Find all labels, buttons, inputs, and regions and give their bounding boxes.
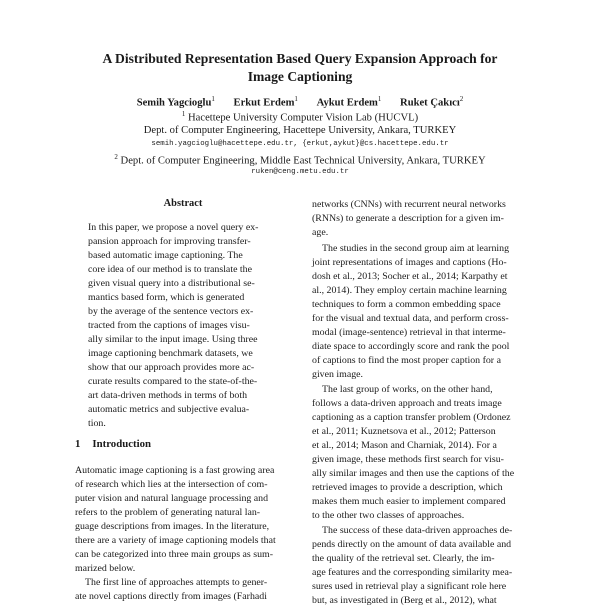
body-line: joint representations of images and captions (Ho- xyxy=(312,257,507,268)
intro-line: there are a variety of image captioning models that xyxy=(75,535,276,546)
intro-line: can be categorized into three main groups as sum- xyxy=(75,549,273,560)
abstract-line: show that our approach provides more ac- xyxy=(88,362,255,373)
body-line: age features and the corresponding similarity mea- xyxy=(312,567,513,578)
intro-line: marized below. xyxy=(75,563,136,574)
body-line: The last group of works, on the other hand, xyxy=(322,384,493,395)
email-line: semih.yagcioglu@hacettepe.edu.tr, {erkut,aykut}@cs.hacettepe.edu.tr xyxy=(151,140,449,148)
section-number: 1 xyxy=(75,438,81,450)
author: Aykut Erdem$^1$ xyxy=(316,95,382,109)
body-line: diate space to accordingly score and rank the pool xyxy=(312,341,510,352)
affiliation: $^1$ Hacettepe University Computer Vision Lab (HUCVL) xyxy=(181,110,419,124)
author: Erkut Erdem$^1$ xyxy=(233,95,298,109)
abstract-line: given visual query into a distributional se- xyxy=(88,278,255,289)
body-line: techniques to form a common embedding space xyxy=(312,299,501,310)
body-line: networks (CNNs) with recurrent neural networks xyxy=(312,199,506,210)
body-line: et al., 2011; Kuznetsova et al., 2012; Patterson xyxy=(312,426,496,437)
abstract-line: image captioning benchmark datasets, we xyxy=(88,348,253,359)
author-list xyxy=(60,95,540,109)
affiliation: Dept. of Computer Engineering, Hacettepe University, Ankara, TURKEY xyxy=(143,125,457,136)
title-line: Image Captioning xyxy=(247,69,353,84)
abstract-line: art data-driven methods in terms of both xyxy=(88,390,248,401)
body-line: al., 2014). They employ certain machine learning xyxy=(312,285,507,296)
abstract-line: by the average of the sentence vectors ex- xyxy=(88,306,254,317)
abstract-line: mantics based form, which is generated xyxy=(88,292,245,303)
intro-line: refers to the problem of generating natural lan- xyxy=(75,507,261,518)
abstract-line: tion. xyxy=(88,418,106,429)
body-line: et al., 2014; Mason and Charniak, 2014). For a xyxy=(312,440,497,451)
body-line: captioning as a caption transfer problem (Ordonez xyxy=(312,412,511,423)
intro-line: guage descriptions from images. In the literature, xyxy=(75,521,270,532)
abstract-line: ally similar to the input image. Using three xyxy=(88,334,258,345)
intro-line: Automatic image captioning is a fast growing area xyxy=(75,465,275,476)
abstract-line: automatic metrics and subjective evalua- xyxy=(88,404,250,415)
body-line: sures used in retrieval play a significant role here xyxy=(312,581,507,592)
body-line: pends directly on the amount of data available and xyxy=(312,539,512,550)
paper-title xyxy=(60,50,540,86)
body-line: but, as investigated in (Berg et al., 2012), what xyxy=(312,595,497,606)
body-line: retrieved images to provide a description, which xyxy=(312,482,503,493)
body-line: ally similar images and then use the captions of the xyxy=(312,468,515,479)
body-line: the quality of the retrieval set. Clearly, the im- xyxy=(312,553,495,564)
abstract-heading: Abstract xyxy=(163,198,203,209)
affiliation: $^2$ Dept. of Computer Engineering, Middle East Technical University, Ankara, TURKEY xyxy=(114,153,486,167)
abstract-line: core idea of our method is to translate the xyxy=(88,264,252,275)
intro-line: The first line of approaches attempts to gener- xyxy=(85,577,268,588)
body-line: modal (image-sentence) retrieval in that interme- xyxy=(312,327,506,338)
abstract-line: pansion approach for improving transfer- xyxy=(88,236,251,247)
body-line: makes them much easier to implement compared xyxy=(312,496,506,507)
intro-line: of research which lies at the intersection of com- xyxy=(75,479,268,490)
author: Ruket Çakıcı$^2$ xyxy=(400,95,464,109)
abstract-line: tracted from the captions of images visu- xyxy=(88,320,250,331)
body-line: (RNNs) to generate a description for a given im- xyxy=(312,213,504,224)
intro-line: puter vision and natural language processing and xyxy=(75,493,269,504)
body-line: The studies in the second group aim at learning xyxy=(322,243,510,254)
title-line: A Distributed Representation Based Query Expansion Approach for xyxy=(102,51,498,66)
section-title: Introduction xyxy=(92,438,152,450)
body-line: to the other two classes of approaches. xyxy=(312,510,465,521)
body-line: follows a data-driven approach and treats image xyxy=(312,398,502,409)
body-line: given image. xyxy=(312,369,364,380)
body-line: given image, these methods first search for visu- xyxy=(312,454,504,465)
body-line: of captions to find the most proper caption for a xyxy=(312,355,501,366)
abstract-line: based automatic image captioning. The xyxy=(88,250,243,261)
abstract-line: In this paper, we propose a novel query ex- xyxy=(88,222,259,233)
intro-line: ate novel captions directly from images (Farhadi xyxy=(75,591,267,602)
body-line: The success of these data-driven approaches de- xyxy=(322,525,513,536)
author: Semih Yagcioglu$^1$ xyxy=(136,95,215,109)
body-line: age. xyxy=(312,227,329,238)
section-heading xyxy=(75,438,151,450)
email-line: ruken@ceng.metu.edu.tr xyxy=(251,168,349,176)
body-line: dosh et al., 2013; Socher et al., 2014; Karpathy et xyxy=(312,271,508,282)
abstract-line: curate results compared to the state-of-the- xyxy=(88,376,258,387)
body-line: for the visual and textual data, and perform cross- xyxy=(312,313,509,324)
